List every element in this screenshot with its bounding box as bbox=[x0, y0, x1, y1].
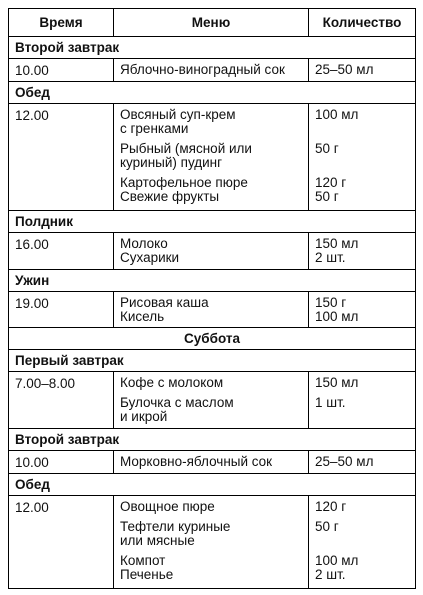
amount-value: 50 г bbox=[315, 140, 339, 156]
header-amount: Количество bbox=[309, 9, 416, 37]
header-row bbox=[9, 9, 416, 37]
menu-cell bbox=[114, 451, 309, 474]
dish-line: Морковно-яблочный сок bbox=[120, 454, 273, 470]
amount-value: 25–50 мл bbox=[315, 454, 374, 470]
amount-spacer bbox=[315, 122, 409, 136]
dish-line: Овсяный суп-крем bbox=[120, 106, 236, 122]
header-menu: Меню bbox=[114, 9, 309, 37]
dish-line: с гренками bbox=[120, 120, 189, 136]
dish-line: Сухарики bbox=[120, 250, 180, 266]
meal-section-row bbox=[9, 350, 416, 372]
dish-line: и икрой bbox=[120, 409, 168, 425]
amount-cell bbox=[309, 451, 416, 474]
dish-line: куриный) пудинг bbox=[120, 154, 223, 170]
dish-line: Булочка с маслом bbox=[120, 395, 234, 411]
menu-cell bbox=[114, 233, 309, 269]
menu-cell bbox=[114, 372, 309, 429]
meal-time: 10.00 bbox=[9, 59, 114, 82]
amount-spacer bbox=[315, 410, 409, 424]
dish-line: Рыбный (мясной или bbox=[120, 140, 252, 156]
meal-section-row bbox=[9, 429, 416, 451]
amount-value: 100 мл bbox=[315, 308, 359, 324]
meal-title: Обед bbox=[9, 474, 416, 496]
meal-section-row bbox=[9, 81, 416, 103]
meal-body-row bbox=[9, 451, 416, 474]
meal-time: 10.00 bbox=[9, 451, 114, 474]
dish-line: Картофельное пюре bbox=[120, 174, 248, 190]
amount-value: 120 г bbox=[315, 499, 347, 515]
amount-cell bbox=[309, 233, 416, 269]
amount-value: 25–50 мл bbox=[315, 62, 374, 77]
meal-title: Второй завтрак bbox=[9, 37, 416, 59]
amount-value: 2 шт. bbox=[315, 250, 346, 266]
amount-cell bbox=[309, 291, 416, 327]
menu-cell bbox=[114, 103, 309, 210]
menu-cell bbox=[114, 291, 309, 327]
meal-section-row bbox=[9, 37, 416, 59]
header-time: Время bbox=[9, 9, 114, 37]
amount-value: 1 шт. bbox=[315, 395, 346, 411]
meal-time: 12.00 bbox=[9, 103, 114, 210]
amount-cell bbox=[309, 59, 416, 82]
meal-time: 19.00 bbox=[9, 291, 114, 327]
day-title: Суббота bbox=[9, 328, 416, 350]
amount-value: 150 мл bbox=[315, 375, 359, 391]
meal-time: 16.00 bbox=[9, 233, 114, 269]
menu-cell bbox=[114, 59, 309, 82]
day-title-row bbox=[9, 328, 416, 350]
amount-value: 120 г bbox=[315, 174, 347, 190]
amount-value: 2 шт. bbox=[315, 567, 346, 583]
amount-spacer bbox=[315, 156, 409, 170]
amount-value: 50 г bbox=[315, 519, 339, 535]
menu-cell bbox=[114, 496, 309, 589]
amount-value: 150 мл bbox=[315, 236, 359, 252]
meal-body-row bbox=[9, 372, 416, 429]
menu-table bbox=[8, 8, 416, 589]
dish-line: Кисель bbox=[120, 308, 165, 324]
dish-line: Кофе с молоком bbox=[120, 375, 224, 391]
meal-body-row bbox=[9, 496, 416, 589]
dish-line: Яблочно-виноградный сок bbox=[120, 62, 285, 77]
meal-title: Ужин bbox=[9, 269, 416, 291]
dish-line: Овощное пюре bbox=[120, 499, 215, 515]
dish-line: Рисовая каша bbox=[120, 294, 209, 310]
amount-cell bbox=[309, 496, 416, 589]
dish-line: Свежие фрукты bbox=[120, 188, 220, 204]
meal-section-row bbox=[9, 474, 416, 496]
meal-title: Первый завтрак bbox=[9, 350, 416, 372]
meal-body-row bbox=[9, 59, 416, 82]
amount-cell bbox=[309, 103, 416, 210]
meal-title: Второй завтрак bbox=[9, 429, 416, 451]
amount-spacer bbox=[315, 534, 409, 548]
dish-line: Компот bbox=[120, 553, 166, 569]
meal-body-row bbox=[9, 291, 416, 327]
meal-title: Полдник bbox=[9, 211, 416, 233]
meal-title: Обед bbox=[9, 81, 416, 103]
meal-time: 7.00–8.00 bbox=[9, 372, 114, 429]
meal-section-row bbox=[9, 211, 416, 233]
amount-cell bbox=[309, 372, 416, 429]
amount-value: 50 г bbox=[315, 188, 339, 204]
amount-value: 100 мл bbox=[315, 106, 359, 122]
meal-time: 12.00 bbox=[9, 496, 114, 589]
meal-body-row bbox=[9, 103, 416, 210]
menu-table-body bbox=[9, 9, 416, 589]
amount-value: 100 мл bbox=[315, 553, 359, 569]
dish-line: Печенье bbox=[120, 567, 174, 583]
dish-line: или мясные bbox=[120, 533, 195, 549]
dish-line: Молоко bbox=[120, 236, 168, 252]
dish-line: Тефтели куриные bbox=[120, 519, 231, 535]
meal-body-row bbox=[9, 233, 416, 269]
meal-section-row bbox=[9, 269, 416, 291]
amount-value: 150 г bbox=[315, 294, 347, 310]
